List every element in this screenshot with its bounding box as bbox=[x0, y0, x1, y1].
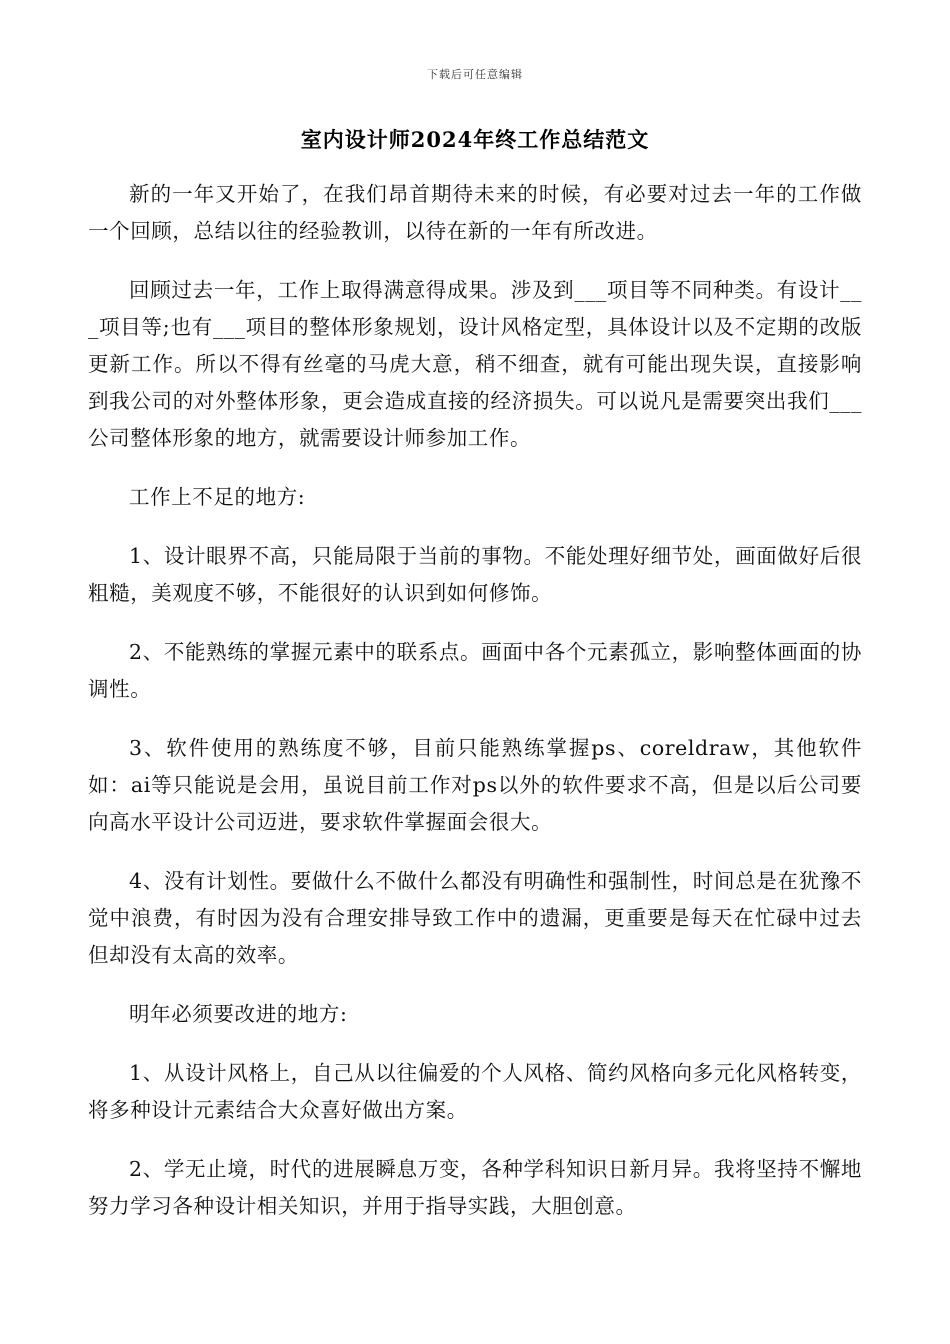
paragraph-shortcoming-1: 1、设计眼界不高，只能局限于当前的事物。不能处理好细节处，画面做好后很粗糙，美观度不够，不能很好的认识到如何修饰。 bbox=[88, 544, 862, 605]
paragraph-improvement-1: 1、从设计风格上，自己从以往偏爱的个人风格、简约风格向多元化风格转变，将多种设计元素结合大众喜好做出方案。 bbox=[88, 1061, 862, 1122]
paragraph-improvement-2: 2、学无止境，时代的进展瞬息万变，各种学科知识日新月异。我将坚持不懈地努力学习各种设计相关知识，并用于指导实践，大胆创意。 bbox=[88, 1157, 862, 1218]
paragraph-shortcoming-3: 3、软件使用的熟练度不够，目前只能熟练掌握ps、coreldraw，其他软件如：ai等只能说是会用，虽说目前工作对ps以外的软件要求不高，但是以后公司要向高水平设计公司迈进，要求软件掌握面会很大。 bbox=[88, 736, 862, 834]
paragraph-shortcoming-2: 2、不能熟练的掌握元素中的联系点。画面中各个元素孤立，影响整体画面的协调性。 bbox=[88, 640, 862, 701]
document-body bbox=[88, 176, 862, 1247]
paragraph-shortcoming-4: 4、没有计划性。要做什么不做什么都没有明确性和强制性，时间总是在犹豫不觉中浪费，有时因为没有合理安排导致工作中的遗漏，更重要是每天在忙碌中过去但却没有太高的效率。 bbox=[88, 869, 862, 967]
paragraph-intro: 新的一年又开始了，在我们昂首期待未来的时候，有必要对过去一年的工作做一个回顾，总结以往的经验教训，以待在新的一年有所改进。 bbox=[88, 182, 862, 243]
paragraph-shortcomings-heading: 工作上不足的地方: bbox=[129, 485, 306, 509]
paragraph-review: 回顾过去一年，工作上取得满意得成果。涉及到___项目等不同种类。有设计___项目等;也有___项目的整体形象规划，设计风格定型，具体设计以及不定期的改版更新工作。所以不得有丝毫的马虎大意，稍不细查，就有可能出现失误，直接影响到我公司的对外整体形象，更会造成直接的经济损失。可以说凡是需要突出我们___公司整体形象的地方，就需要设计师参加工作。 bbox=[88, 278, 862, 450]
document-title: 室内设计师2024年终工作总结范文 bbox=[300, 127, 650, 152]
paragraph-improvements-heading: 明年必须要改进的地方: bbox=[129, 1002, 348, 1026]
header-note: 下载后可任意编辑 bbox=[427, 68, 523, 81]
